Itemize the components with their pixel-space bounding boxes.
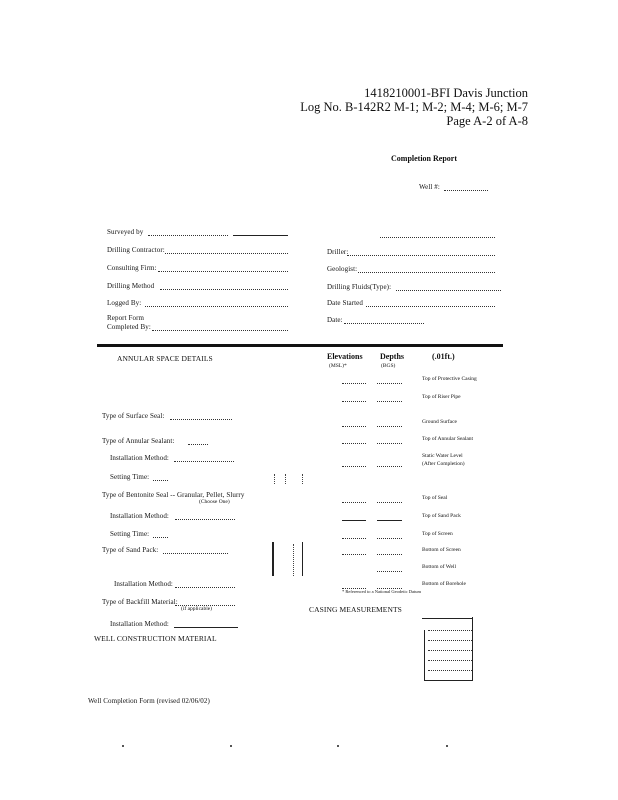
well-casing-right (302, 542, 303, 576)
date-started-label: Date Started (327, 299, 363, 307)
units-heading: (.01ft.) (432, 352, 455, 361)
installation-method-field-1[interactable] (174, 461, 234, 462)
casing-row-top (422, 618, 472, 619)
form-title: Completion Report (391, 154, 457, 163)
depths-unit: (BGS) (381, 363, 396, 369)
casing-row-bottom (424, 680, 472, 681)
drilling-method-label: Drilling Method (107, 282, 155, 290)
setting-time-field-1[interactable] (153, 480, 168, 481)
static-water-level-label: Static Water Level (422, 453, 463, 459)
surface-seal-field[interactable] (170, 419, 232, 420)
datum-footnote: * Referenced to a National Geodetic Datum (342, 589, 421, 594)
casing-row-5[interactable] (428, 670, 472, 671)
installation-method-label-3: Installation Method: (114, 580, 173, 588)
drilling-contractor-label: Drilling Contractor: (107, 246, 165, 254)
section-divider (97, 344, 503, 347)
date-started-field[interactable] (366, 306, 495, 307)
top-sand-pack-label: Top of Sand Pack (422, 513, 461, 519)
installation-method-field-4[interactable] (174, 627, 238, 628)
installation-method-field-3[interactable] (175, 587, 235, 588)
elev-blank-4[interactable] (342, 443, 366, 444)
elev-blank-5[interactable] (342, 466, 366, 467)
casing-table-right (472, 617, 473, 681)
depth-blank-7[interactable] (377, 520, 402, 521)
bentonite-seal-label: Type of Bentonite Seal -- Granular, Pellet, Slurry (102, 491, 245, 499)
top-protective-casing-label: Top of Protective Casing (422, 376, 477, 382)
casing-row-4[interactable] (428, 660, 472, 661)
elevations-unit: (MSL)* (329, 363, 347, 369)
well-number-field[interactable] (444, 190, 488, 191)
surface-seal-label: Type of Surface Seal: (102, 412, 165, 420)
surveyed-by-label: Surveyed by (107, 228, 144, 236)
drilling-fluids-label: Drilling Fluids(Type): (327, 283, 392, 291)
annular-heading: ANNULAR SPACE DETAILS (117, 354, 213, 363)
depth-blank-4[interactable] (377, 443, 402, 444)
well-construction-heading: WELL CONSTRUCTION MATERIAL (94, 634, 217, 643)
right-top-field[interactable] (380, 237, 495, 238)
scan-speck (122, 745, 124, 747)
well-number-label: Well #: (419, 183, 440, 191)
casing-row-1[interactable] (428, 630, 472, 631)
log-number: Log No. B-142R2 M-1; M-2; M-4; M-6; M-7 (300, 100, 528, 114)
casing-row-3[interactable] (428, 650, 472, 651)
elev-blank-8[interactable] (342, 538, 366, 539)
completed-by-field[interactable] (152, 330, 288, 331)
if-applicable-note: (if applicable) (181, 606, 212, 612)
geologist-field[interactable] (358, 272, 495, 273)
logged-by-label: Logged By: (107, 299, 142, 307)
depth-blank-8[interactable] (377, 538, 402, 539)
bottom-screen-label: Bottom of Screen (422, 547, 461, 553)
date-field[interactable] (344, 323, 424, 324)
elevations-heading: Elevations (327, 352, 363, 361)
scan-speck (337, 745, 339, 747)
diagram-mark-1 (274, 474, 275, 484)
elev-blank-9[interactable] (342, 554, 366, 555)
geologist-label: Geologist: (327, 265, 358, 273)
installation-method-label-4: Installation Method: (110, 620, 169, 628)
depth-blank-10[interactable] (377, 571, 402, 572)
top-seal-label: Top of Seal (422, 495, 448, 501)
after-completion-label: (After Completion) (422, 461, 465, 467)
installation-method-field-2[interactable] (175, 519, 235, 520)
bottom-well-label: Bottom of Well (422, 564, 456, 570)
form-revision-footer: Well Completion Form (revised 02/06/02) (88, 697, 210, 705)
depth-blank-6[interactable] (377, 502, 402, 503)
diagram-mark-2 (285, 474, 286, 484)
casing-row-2[interactable] (428, 640, 472, 641)
elev-blank-2[interactable] (342, 401, 366, 402)
choose-one-note: (Choose One) (199, 499, 230, 505)
annular-sealant-label: Type of Annular Sealant: (102, 437, 175, 445)
top-riser-pipe-label: Top of Riser Pipe (422, 394, 461, 400)
elev-blank-6[interactable] (342, 502, 366, 503)
consulting-firm-field[interactable] (158, 271, 288, 272)
depths-heading: Depths (380, 352, 405, 361)
well-casing-left (272, 542, 274, 576)
installation-method-label-1: Installation Method: (110, 454, 169, 462)
elev-blank-1[interactable] (342, 383, 366, 384)
date-label: Date: (327, 316, 343, 324)
ground-surface-label: Ground Surface (422, 419, 457, 425)
casing-table-left (424, 630, 425, 680)
drilling-contractor-field[interactable] (165, 253, 288, 254)
page-number: Page A-2 of A-8 (446, 114, 528, 128)
depth-blank-2[interactable] (377, 401, 402, 402)
elev-blank-3[interactable] (342, 426, 366, 427)
setting-time-label-1: Setting Time: (110, 473, 150, 481)
annular-sealant-field[interactable] (188, 444, 208, 445)
scan-speck (446, 745, 448, 747)
driller-label: Driller: (327, 248, 349, 256)
backfill-label: Type of Backfill Material: (102, 598, 178, 606)
report-form-label: Report Form (107, 314, 145, 322)
surveyed-by-field[interactable] (148, 235, 228, 236)
sand-pack-field[interactable] (163, 553, 228, 554)
depth-blank-9[interactable] (377, 554, 402, 555)
project-title: 1418210001-BFI Davis Junction (364, 86, 528, 100)
depth-blank-5[interactable] (377, 466, 402, 467)
top-annular-sealant-label: Top of Annular Sealant (422, 436, 474, 442)
logged-by-field[interactable] (145, 306, 288, 307)
setting-time-field-2[interactable] (153, 537, 168, 538)
bottom-borehole-label: Bottom of Borehole (422, 581, 466, 587)
completed-by-label: Completed By: (107, 323, 151, 331)
casing-measurements-heading: CASING MEASUREMENTS (309, 605, 402, 614)
setting-time-label-2: Setting Time: (110, 530, 150, 538)
drilling-fluids-field[interactable] (396, 290, 501, 291)
surveyed-by-field-2[interactable] (233, 235, 288, 236)
drilling-method-field[interactable] (160, 289, 288, 290)
sand-pack-label: Type of Sand Pack: (102, 546, 159, 554)
depth-blank-3[interactable] (377, 426, 402, 427)
elev-blank-7[interactable] (342, 520, 366, 521)
diagram-mark-3 (302, 474, 303, 484)
depth-blank-1[interactable] (377, 383, 402, 384)
scan-speck (230, 745, 232, 747)
top-screen-label: Top of Screen (422, 531, 453, 537)
installation-method-label-2: Installation Method: (110, 512, 169, 520)
driller-field[interactable] (347, 255, 495, 256)
consulting-firm-label: Consulting Firm: (107, 264, 157, 272)
well-screen (293, 544, 294, 576)
